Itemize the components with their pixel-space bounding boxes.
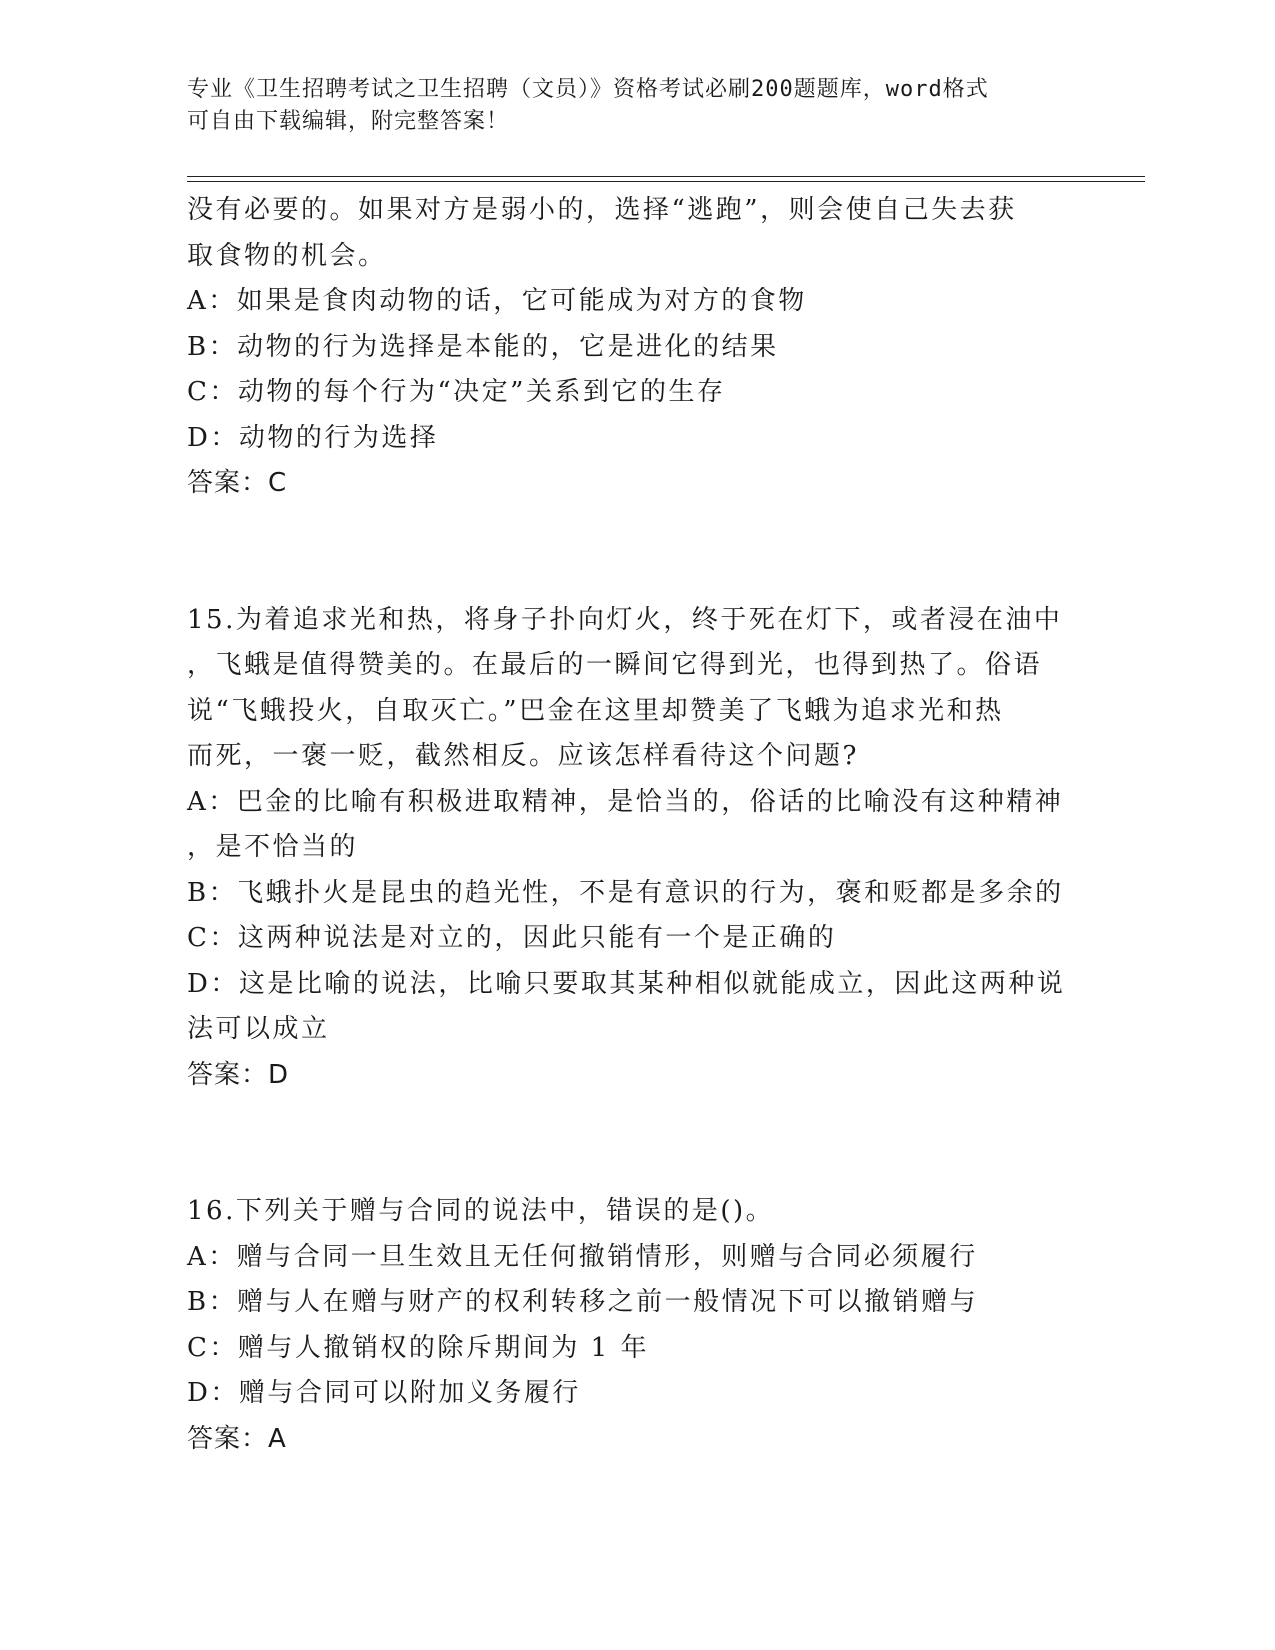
question-text-line: 而死，一褒一贬，截然相反。应该怎样看待这个问题? bbox=[187, 741, 859, 771]
option-b: B：赠与人在赠与财产的权利转移之前一般情况下可以撤销赠与 bbox=[187, 1287, 979, 1317]
option-b: B：动物的行为选择是本能的，它是进化的结果 bbox=[187, 331, 779, 362]
option-a: A：赠与合同一旦生效且无任何撤销情形，则赠与合同必须履行 bbox=[187, 1241, 978, 1272]
question-text-line: 16.下列关于赠与合同的说法中，错误的是()。 bbox=[187, 1196, 775, 1226]
header-line: 专业《卫生招聘考试之卫生招聘（文员）》资格考试必刷200题题库，word格式 bbox=[187, 77, 989, 102]
answer-label: 答案：A bbox=[187, 1423, 287, 1454]
question-text-line: 15.为着追求光和热，将身子扑向灯火，终于死在灯下，或者浸在油中 bbox=[187, 604, 1063, 635]
option-d-continued: 法可以成立 bbox=[187, 1014, 330, 1044]
question-text-line: ，飞蛾是值得赞美的。在最后的一瞬间它得到光，也得到热了。俗语 bbox=[187, 650, 1043, 680]
question-15 bbox=[187, 598, 1087, 1099]
header-rule-bottom bbox=[187, 181, 1145, 182]
question-14-continued bbox=[187, 188, 1087, 507]
answer-label: 答案：D bbox=[187, 1059, 290, 1090]
question-text-line: 没有必要的。如果对方是弱小的，选择“逃跑”，则会使自己失去获 bbox=[187, 195, 1017, 225]
option-d: D：动物的行为选择 bbox=[187, 422, 439, 453]
question-text-line: 说“飞蛾投火，自取灭亡。”巴金在这里却赞美了飞蛾为追求光和热 bbox=[187, 695, 1004, 726]
option-d: D：赠与合同可以附加义务履行 bbox=[187, 1378, 581, 1408]
option-c: C：这两种说法是对立的，因此只能有一个是正确的 bbox=[187, 923, 837, 953]
option-b: B：飞蛾扑火是昆虫的趋光性，不是有意识的行为，褒和贬都是多余的 bbox=[187, 877, 1064, 908]
question-text-line: 取食物的机会。 bbox=[187, 240, 387, 271]
answer-label: 答案：C bbox=[187, 468, 288, 498]
option-c: C：动物的每个行为“决定”关系到它的生存 bbox=[187, 377, 726, 407]
option-d: D：这是比喻的说法，比喻只要取其某种相似就能成立，因此这两种说 bbox=[187, 968, 1066, 999]
document-header bbox=[187, 74, 1067, 138]
header-line: 可自由下载编辑，附完整答案！ bbox=[187, 109, 510, 134]
option-a: A：如果是食肉动物的话，它可能成为对方的食物 bbox=[187, 286, 807, 316]
option-a-continued: ，是不恰当的 bbox=[187, 832, 359, 862]
question-content bbox=[187, 188, 1087, 1462]
option-a: A：巴金的比喻有积极进取精神，是恰当的，俗话的比喻没有这种精神 bbox=[187, 786, 1064, 817]
option-c: C：赠与人撤销权的除斥期间为 1 年 bbox=[187, 1332, 649, 1363]
header-rule-top bbox=[187, 176, 1145, 177]
question-16 bbox=[187, 1189, 1087, 1462]
